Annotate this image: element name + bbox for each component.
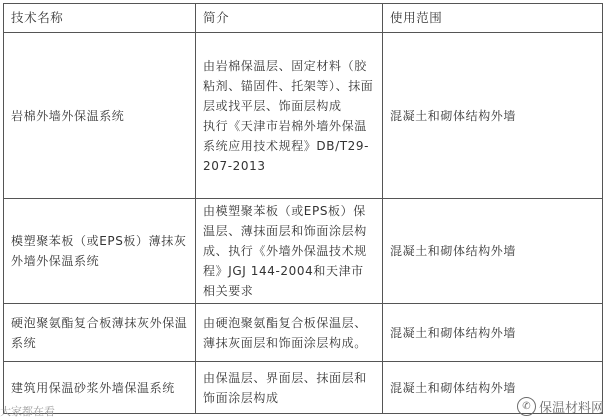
header-introduction: 简介 [196, 4, 383, 33]
scope-cell: 混凝土和砌体结构外墙 [383, 33, 603, 199]
scope-cell: 混凝土和砌体结构外墙 [383, 362, 603, 414]
technology-name-cell: 硬泡聚氨酯复合板薄抹灰外保温系统 [4, 304, 196, 362]
technology-name-cell: 建筑用保温砂浆外墙保温系统 [4, 362, 196, 414]
technology-name-cell: 模塑聚苯板（或EPS板）薄抹灰外墙外保温系统 [4, 199, 196, 304]
watermark-right-text: 保温材料网 [538, 401, 604, 416]
table-row [4, 362, 603, 414]
technology-name-cell: 岩棉外墙外保温系统 [4, 33, 196, 199]
introduction-cell: 由硬泡聚氨酯复合板保温层、薄抹灰面层和饰面涂层构成。 [196, 304, 383, 362]
watermark-right [517, 397, 604, 416]
table-header-row [4, 4, 603, 33]
introduction-cell: 由模塑聚苯板（或EPS板）保温层、薄抹面层和饰面涂层构成、执行《外墙外保温技术规程》JGJ 144-2004和天津市相关要求 [196, 199, 383, 304]
table-row [4, 33, 603, 199]
table-row [4, 304, 603, 362]
scope-cell: 混凝土和砌体结构外墙 [383, 199, 603, 304]
insulation-systems-table [3, 3, 603, 414]
scope-cell: 混凝土和砌体结构外墙 [383, 304, 603, 362]
table-row [4, 199, 603, 304]
introduction-cell [196, 33, 383, 199]
header-technology-name: 技术名称 [4, 4, 196, 33]
introduction-cell: 由保温层、界面层、抹面层和饰面涂层构成 [196, 362, 383, 414]
wechat-icon: ✆ [517, 397, 536, 416]
introduction-text: 由岩棉保温层、固定材料（胶粘剂、锚固件、托架等）、抹面层或找平层、饰面层构成 执行《天津市岩棉外墙外保温系统应用技术规程》DB/T29-207-2013 [203, 58, 374, 173]
watermark-left: 大家都在看 [0, 405, 55, 418]
header-scope: 使用范围 [383, 4, 603, 33]
